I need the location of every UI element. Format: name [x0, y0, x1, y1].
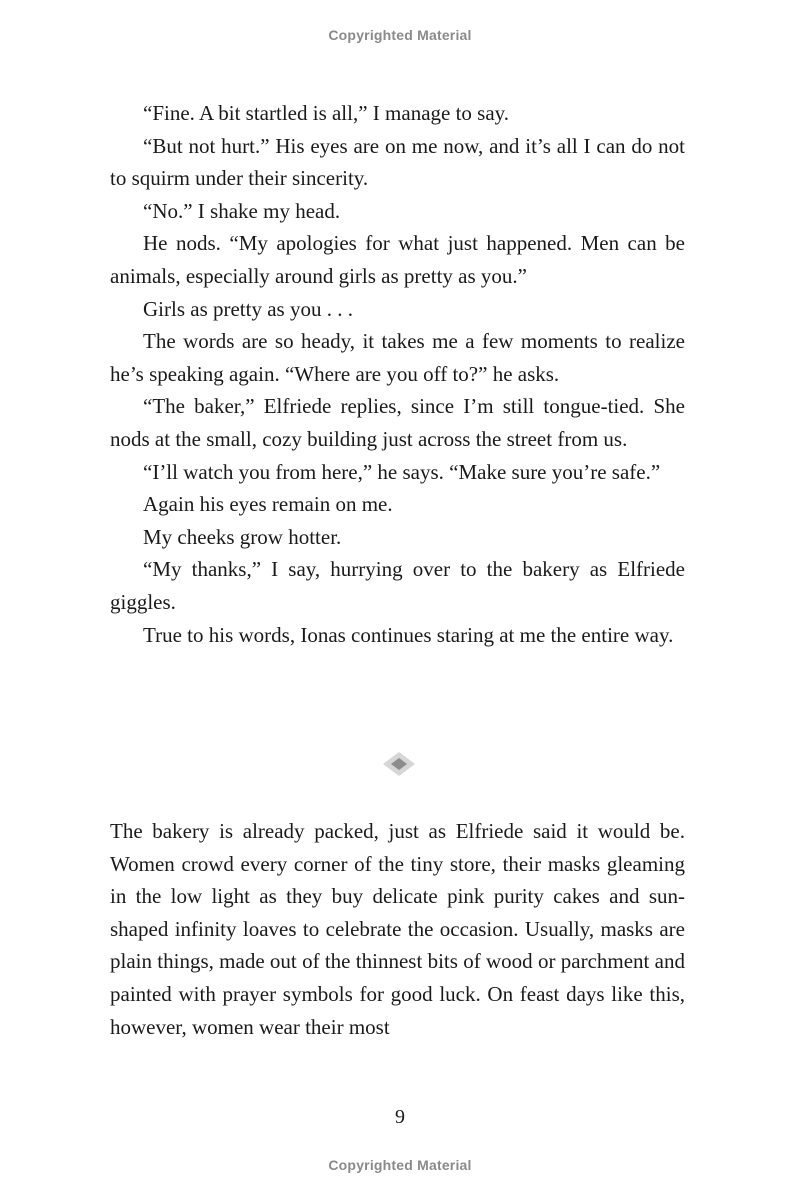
paragraph: My cheeks grow hotter.: [143, 524, 342, 549]
paragraph: Girls as pretty as you . . .: [143, 296, 353, 321]
paragraph: He nods. “My apologies for what just happened. Men can be animals, especially around girls as pretty as you.”: [110, 231, 685, 288]
paragraph: The bakery is already packed, just as Elfriede said it would be. Women crowd every corner of the tiny store, their masks gleaming in the low light as they buy delicate pink purity cakes and sun-shaped infinity loaves to celebrate the occasion. Usually, masks are plain things, made out of the thinnest bits of wood or parchment and painted with prayer symbols for good luck. On feast days like this, however, women wear their most: [110, 819, 685, 1039]
paragraph: “My thanks,” I say, hurrying over to the bakery as Elfriede giggles.: [110, 557, 685, 614]
paragraph: “Fine. A bit startled is all,” I manage to say.: [143, 101, 510, 125]
paragraph: “I’ll watch you from here,” he says. “Make sure you’re safe.”: [143, 459, 661, 484]
page-number: 9: [395, 1106, 405, 1128]
paragraph: “The baker,” Elfriede replies, since I’m still tongue-tied. She nods at the small, cozy building just across the street from us.: [110, 394, 685, 451]
watermark-bottom: Copyrighted Material: [328, 1157, 472, 1173]
paragraph: True to his words, Ionas continues staring at me the entire way.: [143, 622, 674, 647]
watermark-top: Copyrighted Material: [328, 27, 472, 43]
paragraph: “No.” I shake my head.: [143, 198, 341, 223]
diamond-ornament-icon: [382, 751, 416, 777]
section-1-text: [110, 97, 685, 651]
paragraph: “But not hurt.” His eyes are on me now, and it’s all I can do not to squirm under their sincerity.: [110, 133, 685, 191]
paragraph: Again his eyes remain on me.: [143, 492, 393, 517]
paragraph: The words are so heady, it takes me a few moments to realize he’s speaking again. “Where are you off to?” he asks.: [110, 329, 685, 386]
section-2-text: [110, 815, 685, 1043]
